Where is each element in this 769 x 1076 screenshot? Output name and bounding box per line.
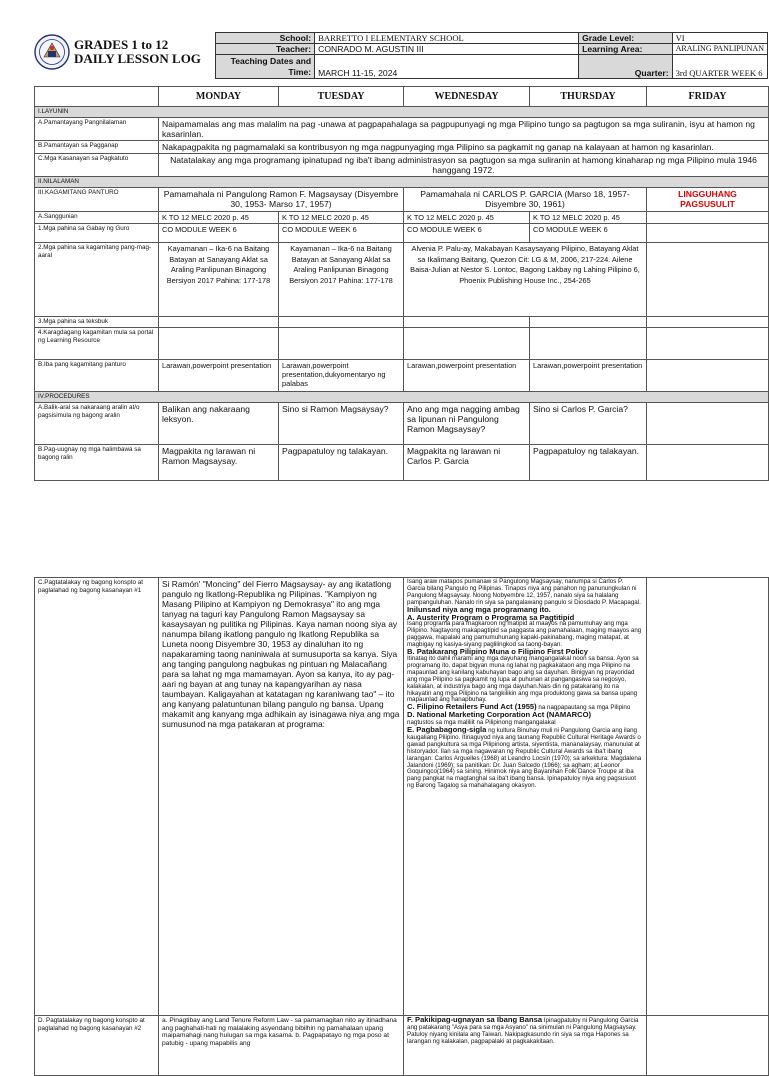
row-label-iba-pang-kagamitan: B.Iba pang kagamitang panturo (35, 360, 159, 392)
gabay-mon: CO MODULE WEEK 6 (159, 224, 279, 243)
sanggunian-thu: K TO 12 MELC 2020 p. 45 (530, 212, 647, 224)
iba-thu: Larawan,powerpoint presentation (530, 360, 647, 392)
corner-cell (35, 87, 159, 107)
dll-page2-table (34, 577, 769, 1076)
teacher-value: CONRADO M. AGUSTIN III (315, 44, 579, 55)
sanggunian-tue: K TO 12 MELC 2020 p. 45 (279, 212, 404, 224)
balik-mon: Balikan ang nakaraang leksyon. (159, 403, 279, 445)
dates-value: MARCH 11-15, 2024 (315, 55, 579, 79)
pagganap-text: Nakapagpakita ng pagmamalaki sa kontribusyon ng mga nagpunyaging mga Pilipino sa pagkamit ng ganap na kalayaan at hamon ng kasarinlan. (159, 141, 769, 154)
area-value: ARALING PANLIPUNAN (672, 44, 767, 55)
pamantayang-text: Naipamamalas ang mas malalim na pag -unawa at pagpapahalaga sa pagpupunyagi ng mga Pilipino tungo sa pagtugon sa mga suliranin, isyu at hamon ng kasarinlan. (159, 118, 769, 141)
day-header-tuesday: TUESDAY (279, 87, 404, 107)
gabay-thu: CO MODULE WEEK 6 (530, 224, 647, 243)
balik-wed: Ano ang mga nagging ambag sa lipunan ni Pangulong Ramon Magsaysay? (404, 403, 530, 445)
grade-label: Grade Level: (579, 33, 672, 44)
teacher-label: Teacher: (216, 44, 315, 55)
kagamitan-magsaysay: Pamamahala ni Pangulong Ramon F. Magsaysay (Disyembre 30, 1953- Marso 17, 1957) (159, 188, 404, 212)
balik-tue: Sino si Ramon Magsaysay? (279, 403, 404, 445)
section-layunin: I.LAYUNIN (35, 107, 769, 118)
iba-tue: Larawan,powerpoint presentation,dukyomentaryo ng palabas (279, 360, 404, 392)
row-label-balik-aral: A.Balik-aral sa nakaraang aralin at/o pagsisimula ng bagong aralin (35, 403, 159, 445)
quarter-label: Quarter: (579, 55, 672, 79)
row-label-pang-mag-aaral: 2.Mga pahina sa kagamitang pang-mag-aaral (35, 243, 159, 317)
row-label-learning-resource: 4.Karagdagang kagamitan mula sa portal ng Learning Resource (35, 328, 159, 360)
sanggunian-fri (647, 212, 769, 224)
school-value: BARRETTO I ELEMENTARY SCHOOL (315, 33, 579, 44)
deped-seal-logo (34, 34, 70, 70)
garcia-programs: Isang araw matapos pumanaw si Pangulong Magsaysay, nanumpa si Carlos P. Garcia bilang Pangulo ng Pilipinas. Tinapos niya ang panahon ng panunungkulan ni Pangulong Magsaysay. Noong Nobyembre 12, 1957, nanalo siya sa halalang pampanguluhan. Nanalo rin siya sa pangalawang pangulo si Diosdado P. Macapagal. Inilunsad niya ang mga programang ito. A. Austerity Program o Programa sa Pagtitipid Isang programa para magkaroon ng matipid at maayos na pamumuhay ang mga Pilipino. Nagtayong makapagtipid sa paggasta ang pamahalaan, maging maayos ang paggawa, mapalaki ang pamumuhunang kapaki-pakinabang, maging matapat, at magbigay ng kasiya-siyang paglilingkod sa taong-bayan. B. Patakarang Pilipino Muna o Filipino First Policy Itinatag ito dahil marami ang mga dayuhang mangangalakal noon sa bansa. Ayon sa programang ito, dapat bigyan muna ng lahat ng pagkakataon ang mga Pilipino na mapaunlad ang kanilang kabuhayan bago ang sa dayuhan. Binigyan ng prayoridad ang mga Pilipino sa pagkamit ng lupa at puhunan at pangangasiwa sa negosyo, kalakalan, at industriya bago ang mga dayuhan.Nais din ng patakarang ito na hikayatin ang mga Pilipino na tangkilikin ang mga produktong gawa sa bansa upang mapaunlad ang hanapbuhay. C. Filipino Retailers Fund Act (1955) na nagpapautang sa mga Pilipino D. National Marketing Corporation Act (NAMARCO) nagtustos sa mga maliliit na Pilipinong mangangalakal E. Pagbabagong-sigla ng kultura Binuhay muli ni Pangulong Garcia ang ilang kaugaliang Pilipino. Itinaguyod niya ang taunang Republic Cultural Heritage Awards o gawad pangkultura sa mga Pilipinong artista, siyentista, mananalaysay, manunulat at historyador. Ilan sa mga nagawaran ng Republic Cultural Awards sa iba't ibang larangan: Carlos Arguelles (1968) at Leandro Locsin (1970); sa arkektura: Magdalena Jalandoni (1969); sa panitikan: Dr. Juan Salcedo (1966); sa agham; at Leonor Goquingco(1964) sa sining. Hinimok niya ang Bayanihan Folk Dance Troupe at iba pang pangkat na magtanghal sa iba't ibang bansa. Ipinapatuloy niya ang pagsusuot ng Barong Tagalog sa mahahalagang okasyon. (404, 578, 647, 1016)
day-header-friday: FRIDAY (647, 87, 769, 107)
gabay-tue: CO MODULE WEEK 6 (279, 224, 404, 243)
pang-mag-mon: Kayamanan – Ika-6 na Baitang Batayan at Sanayang Aklat sa Araling Panlipunan Binagong Bersiyon 2017 Pahina: 177-178 (159, 243, 279, 317)
row-label-kagamitan: III.KAGAMITANG PANTURO (35, 188, 159, 212)
pang-mag-fri (647, 243, 769, 317)
kasanayan-text: Natatalakay ang mga programang ipinatupad ng iba't ibang administrasyon sa pagtugon sa mga suliranin at hamong kinaharap ng mga Pilipino mula 1946 hanggang 1972. (159, 154, 769, 177)
pang-mag-tue: Kayamanan – Ika-6 na Baitang Batayan at Sanayang Aklat sa Araling Panlipunan Binagong Bersiyon 2017 Pahina: 177-178 (279, 243, 404, 317)
day-header-wednesday: WEDNESDAY (404, 87, 530, 107)
row-label-pamantayang: A.Pamantayang Pangnilalaman (35, 118, 159, 141)
section-nilalaman: II.NILALAMAN (35, 177, 769, 188)
uugnay-wed: Magpakita ng larawan ni Carlos P. Garcia (404, 445, 530, 481)
row-label-pagganap: B.Pamantayan sa Pagganap (35, 141, 159, 154)
section-procedures: IV.PROCEDURES (35, 392, 769, 403)
row-label-gabay: 1.Mga pahina sa Gabay ng Guro (35, 224, 159, 243)
magsaysay-programs: a. Pinagtibay ang Land Tenure Reform Law - sa pamamagitan nito ay itinadhana ang paghahati-hati ng malalaking asyendang bibilhin ng pamahalaan upang maipamahagi nang hulugan sa mga kasama. b. Pagpapatayo ng mga poso at patubig - upang mapabilis ang (159, 1016, 404, 1076)
gabay-wed: CO MODULE WEEK 6 (404, 224, 530, 243)
row-label-teksbuk: 3.Mga pahina sa teksbuk (35, 317, 159, 328)
quarter-value: 3rd QUARTER WEEK 6 (672, 55, 767, 79)
balik-thu: Sino si Carlos P. Garcia? (530, 403, 647, 445)
row-label-pag-uugnay: B.Pag-uugnay ng mga halimbawa sa bagong ralin (35, 445, 159, 481)
header-info-table (215, 32, 768, 79)
friday-lingguhang-pagsusulit: LINGGUHANG PAGSUSULIT (647, 188, 769, 212)
day-header-thursday: THURSDAY (530, 87, 647, 107)
row-label-kasanayan: C.Mga Kasanayan sa Pagkatuto (35, 154, 159, 177)
sanggunian-wed: K TO 12 MELC 2020 p. 45 (404, 212, 530, 224)
row-label-konsepto-1: C.Pagtatalakay ng bagong konspto at paglalahad ng bagong kasanayan #1 (35, 578, 159, 1016)
iba-wed: Larawan,powerpoint presentation (404, 360, 530, 392)
magsaysay-discussion: Si Ramón' "Moncing" del Fierro Magsaysay- ay ang ikatatlong pangulo ng Ikatlong-Republika ng Pilipinas. "Kampiyon ng Masang Pilipino at Kampiyon ng Demokrasya" ito ang mga tanyag na taguri kay Pangulong Ramon Magsaysay sa kasaysayan ng pulitika ng Pilipinas. Kaya naman noong siya ay nanumpa bilang ikatlong pangulo ng Ikatlong Republika sa Luneta noong Disyembre 30, 1953 ay dinaluhan ito ng napakaraming taong naniniwala at sumusuporta sa kanya. Siya ang tanging pangulong nagbukas ng pintuan ng Malacañang para sa lahat ng mga mamamayan. Ayon sa kanya, ito ay pag-aari ng bayan at ang tunay na kapangyarihan ay nasa taumbayan. Kaligayahan at katatagan ng karaniwang tao" – ito ang kanyang palatuntunan bilang pangulo ng bansa. Upang makamit ang kanyang mga adhikain ay isinagawa niya ang mga sumusunod na mga patakaran at programa: (159, 578, 404, 1016)
school-label: School: (216, 33, 315, 44)
iba-mon: Larawan,powerpoint presentation (159, 360, 279, 392)
sanggunian-mon: K TO 12 MELC 2020 p. 45 (159, 212, 279, 224)
uugnay-mon: Magpakita ng larawan ni Ramon Magsaysay. (159, 445, 279, 481)
row-label-sanggunian: A.Sanggunian (35, 212, 159, 224)
dll-title: GRADES 1 to 12 DAILY LESSON LOG (74, 37, 201, 66)
dates-label: Teaching Dates and Time: (216, 55, 315, 79)
gabay-fri (647, 224, 769, 243)
row-label-konsepto-2: D. Pagtatalakay ng bagong konspto at paglalahad ng bagong kasanayan #2 (35, 1016, 159, 1076)
grade-value: VI (672, 33, 767, 44)
day-header-monday: MONDAY (159, 87, 279, 107)
uugnay-tue: Pagpapatuloy ng talakayan. (279, 445, 404, 481)
pang-mag-wed-thu: Alvenia P. Palu-ay, Makabayan Kasaysayang Pilipino, Batayang Aklat sa Ikalimang Baitang, Quezon Cit: LG & M, 2006, 217-224. Ailene Baisa-Julian at Nestor S. Lontoc, Bagong Lakbay ng Lahing Pilipino 6, Phoenix Publishing House Inc., 254-265 (404, 243, 647, 317)
dll-main-table (34, 86, 769, 481)
uugnay-thu: Pagpapatuloy ng talakayan. (530, 445, 647, 481)
garcia-foreign-relations: F. Pakikipag-ugnayan sa Ibang Bansa Ipinagpatuloy ni Pangulong Garcia ang patakarang "Asya para sa mga Asyano" na sinimulan ni Pangulong Magsaysay. Patuloy niyang kinilala ang Taiwan. Nakipagkasundo rin siya sa mga Hapones sa larangan ng kalakalan, pagpapalaki at pagkakakitaan. (404, 1016, 647, 1076)
area-label: Learning Area: (579, 44, 672, 55)
kagamitan-garcia: Pamamahala ni CARLOS P. GARCIA (Marso 18, 1957-Disyembre 30, 1961) (404, 188, 647, 212)
